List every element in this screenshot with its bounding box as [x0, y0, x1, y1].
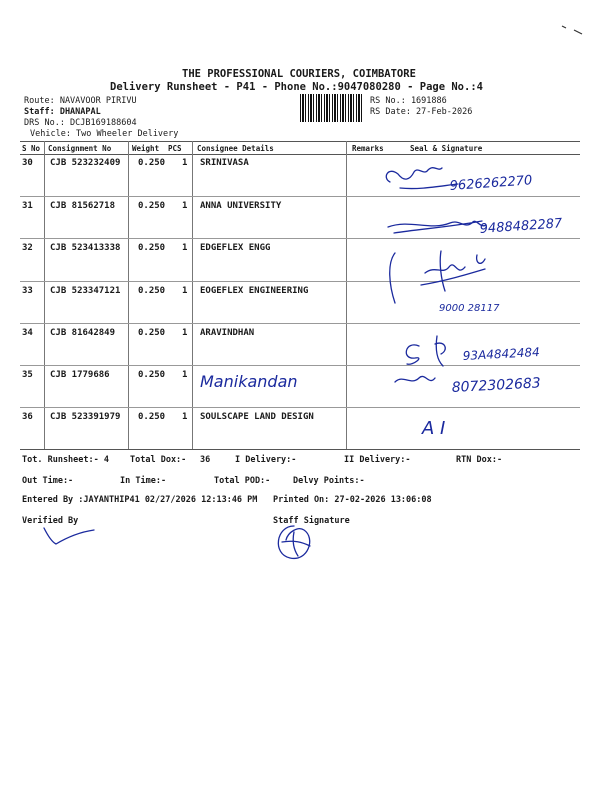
- rs-no: RS No.: 1691886: [370, 96, 447, 106]
- signature-row-32: [385, 245, 535, 320]
- delvy-points: Delvy Points:-: [293, 476, 365, 486]
- entered-by: Entered By :JAYANTHIP41 02/27/2026 12:13:46 PM: [22, 495, 258, 505]
- row-consignment: CJB 1779686: [50, 370, 110, 380]
- runsheet-title: Delivery Runsheet - P41 - Phone No.:9047080280 - Page No.:4: [110, 81, 483, 93]
- row-pcs: 1: [182, 328, 188, 338]
- row-weight: 0.250: [138, 328, 166, 338]
- handwritten-consignee: [198, 365, 338, 395]
- route-label: Route: NAVAVOOR PIRIVU: [24, 96, 137, 106]
- row-weight: 0.250: [138, 158, 166, 168]
- row-consignee: EOGEFLEX ENGINEERING: [200, 286, 309, 296]
- row-weight: 0.250: [138, 370, 166, 380]
- row-sno: 36: [22, 412, 33, 422]
- row-pcs: 1: [182, 158, 188, 168]
- handwritten-name: Manikandan: [200, 372, 298, 391]
- signature-phone: 9488482287: [479, 216, 563, 237]
- row-consignment: CJB 81562718: [50, 201, 116, 211]
- row-consignee: SRINIVASA: [200, 158, 249, 168]
- signature-phone: 9626262270: [449, 173, 533, 194]
- row-weight: 0.250: [138, 286, 166, 296]
- row-consignment: CJB 523391979: [50, 412, 121, 422]
- signature-phone: 8072302683: [451, 375, 542, 396]
- total-pod: Total POD:-: [214, 476, 271, 486]
- row-sno: 31: [22, 201, 33, 211]
- row-sno: 32: [22, 243, 33, 253]
- signature-phone: 93A4842484: [462, 344, 540, 363]
- row-sno: 30: [22, 158, 33, 168]
- col-header-consignee: Consignee Details: [197, 144, 274, 153]
- row-weight: 0.250: [138, 201, 166, 211]
- verified-by: Verified By: [22, 516, 79, 526]
- staff-signature-mark-icon: [268, 518, 328, 568]
- staff-label: Staff: DHANAPAL: [24, 107, 101, 117]
- row-consignment: CJB 523347121: [50, 286, 121, 296]
- row-sno: 34: [22, 328, 33, 338]
- total-dox-label: Total Dox:-: [130, 455, 187, 465]
- row-consignment: CJB 81642849: [50, 328, 116, 338]
- row-weight: 0.250: [138, 243, 166, 253]
- col-header-remarks: Remarks: [352, 144, 384, 153]
- row-pcs: 1: [182, 201, 188, 211]
- staff-signature: Staff Signature: [273, 516, 350, 526]
- signature-row-35: [450, 372, 580, 402]
- drs-label: DRS No.: DCJB169188604: [24, 118, 137, 128]
- rs-date: RS Date: 27-Feb-2026: [370, 107, 473, 117]
- col-header-pcs: PCS: [168, 144, 182, 153]
- corner-mark-icon: [560, 20, 590, 40]
- col-header-weight: Weight: [132, 144, 160, 153]
- row-pcs: 1: [182, 243, 188, 253]
- vehicle-label: Vehicle: Two Wheeler Delivery: [30, 129, 179, 139]
- barcode: [300, 94, 364, 122]
- row-consignment: CJB 523232409: [50, 158, 121, 168]
- signature-phone: 9000 28117: [439, 303, 500, 314]
- out-time: Out Time:-: [22, 476, 74, 486]
- row-consignment: CJB 523413338: [50, 243, 121, 253]
- row-pcs: 1: [182, 370, 188, 380]
- ii-delivery: II Delivery:-: [344, 455, 411, 465]
- verified-checkmark-icon: [40, 522, 100, 552]
- in-time: In Time:-: [120, 476, 167, 486]
- signature-row-30: [380, 160, 560, 200]
- row-sno: 35: [22, 370, 33, 380]
- col-header-sno: S No: [22, 144, 41, 153]
- total-dox-value: 36: [200, 455, 211, 465]
- row-weight: 0.250: [138, 412, 166, 422]
- signature-row-36: [420, 410, 500, 440]
- row-consignee: EDGEFLEX ENGG: [200, 243, 271, 253]
- signature-row-31: [380, 205, 580, 245]
- row-pcs: 1: [182, 412, 188, 422]
- row-consignee: ANNA UNIVERSITY: [200, 201, 282, 211]
- tot-runsheet: Tot. Runsheet:- 4: [22, 455, 109, 465]
- company-title: THE PROFESSIONAL COURIERS, COIMBATORE: [182, 68, 416, 80]
- printed-on: Printed On: 27-02-2026 13:06:08: [273, 495, 432, 505]
- col-header-seal: Seal & Signature: [410, 144, 483, 153]
- signature-initials: A I: [422, 418, 446, 439]
- row-consignee: ARAVINDHAN: [200, 328, 255, 338]
- col-header-consignment: Consignment No: [48, 144, 112, 153]
- row-consignee: SOULSCAPE LAND DESIGN: [200, 412, 314, 422]
- i-delivery: I Delivery:-: [235, 455, 297, 465]
- row-pcs: 1: [182, 286, 188, 296]
- rtn-dox: RTN Dox:-: [456, 455, 503, 465]
- row-sno: 33: [22, 286, 33, 296]
